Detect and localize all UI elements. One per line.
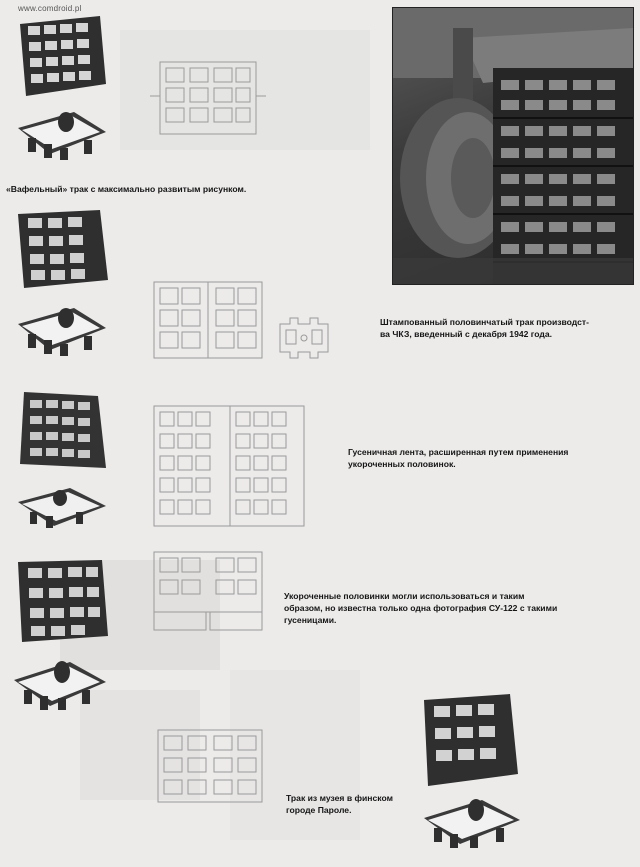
track-link-render-icon: [14, 482, 110, 536]
caption-shortened-halves: Укороченные половинки могли использоваться и таким образом, но известна только одна фотография СУ-122 с такими гусеницами.: [284, 591, 558, 625]
track-link-render-icon: [14, 104, 110, 166]
track-plan-drawing-icon: [150, 56, 266, 140]
track-link-render-icon: [14, 14, 110, 100]
caption-museum-track: Трак из музея в финском городе Пароле.: [286, 793, 393, 815]
track-photo: [392, 7, 634, 285]
track-link-render-icon: [12, 652, 108, 718]
tank-track-photo-icon: [393, 8, 633, 284]
track-link-render-icon: [420, 790, 524, 854]
track-link-render-icon: [14, 206, 110, 292]
track-link-render-icon: [14, 556, 110, 646]
caption-widened-track: Гусеничная лента, расширенная путем применения укороченных половинок.: [348, 447, 569, 469]
track-plan-drawing-icon: [152, 724, 268, 808]
track-link-render-icon: [418, 690, 522, 790]
track-plan-drawing-icon: [148, 402, 314, 530]
track-plan-drawing-icon: [148, 548, 268, 634]
track-link-render-icon: [14, 300, 110, 362]
track-link-render-icon: [18, 388, 110, 474]
track-plan-drawing-icon: [148, 278, 268, 362]
watermark: www.comdroid.pl: [18, 4, 82, 13]
track-plan-drawing-icon: [276, 314, 332, 362]
caption-waffle-track: «Вафельный» трак с максимально развитым рисунком.: [6, 184, 247, 194]
caption-stamped-track: Штампованный половинчатый трак производст- ва ЧКЗ, введенный с декабря 1942 года.: [380, 317, 589, 339]
